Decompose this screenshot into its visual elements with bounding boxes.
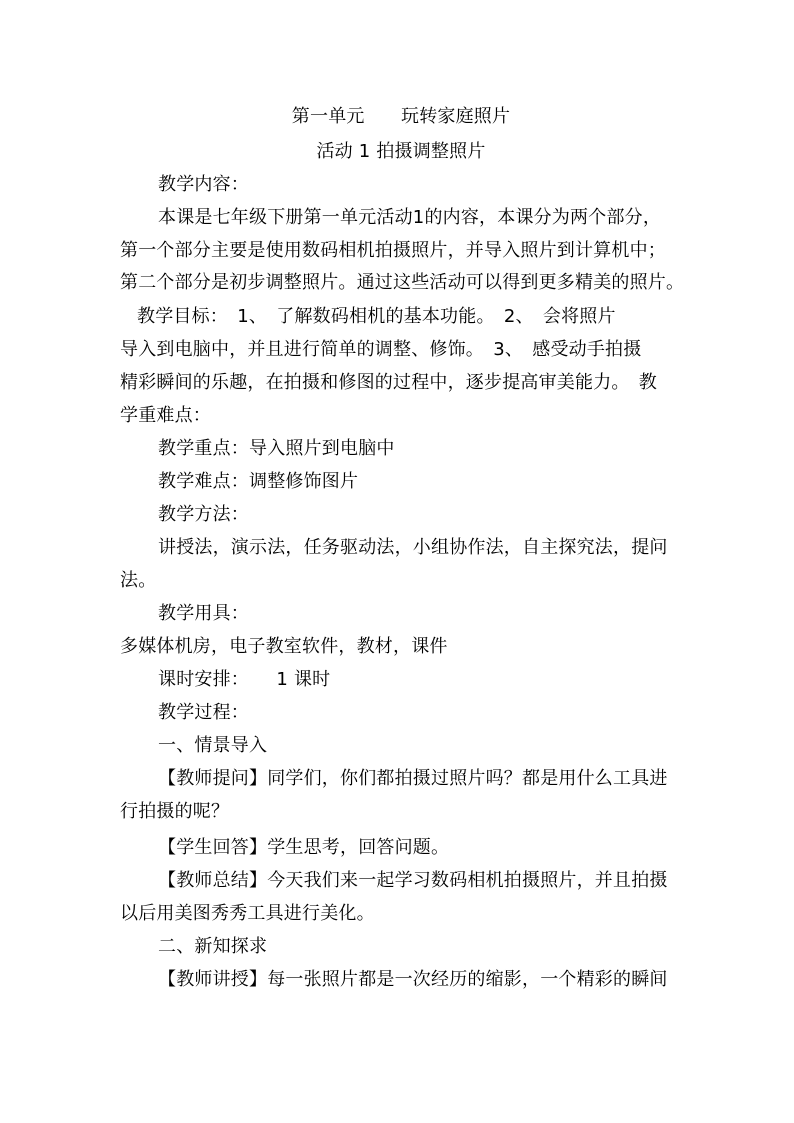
method-line: 法。 <box>120 570 157 591</box>
objectives-line: 精彩瞬间的乐趣，在拍摄和修图的过程中，逐步提高审美能力。 教 <box>120 372 657 393</box>
teacher-summary-line: 【教师总结】今天我们来一起学习数码相机拍摄照片，并且拍摄 <box>158 870 668 891</box>
paragraph-line: 本课是七年级下册第一单元活动1的内容，本课分为两个部分， <box>158 207 662 228</box>
method-line: 讲授法，演示法，任务驱动法，小组协作法，自主探究法，提问 <box>158 537 668 558</box>
paragraph-line: 第一个部分主要是使用数码相机拍摄照片，并导入照片到计算机中； <box>120 240 666 261</box>
teacher-summary-line: 以后用美图秀秀工具进行美化。 <box>120 903 375 924</box>
objectives-line: 教学目标： 1、 了解数码相机的基本功能。 2、 会将照片 <box>137 306 616 327</box>
paragraph-line: 第二个部分是初步调整照片。通过这些活动可以得到更多精美的照片。 <box>120 272 685 293</box>
tools-heading: 教学用具： <box>158 603 249 624</box>
objectives-line: 学重难点： <box>120 405 211 426</box>
teacher-lecture-line: 【教师讲授】每一张照片都是一次经历的缩影，一个精彩的瞬间 <box>158 969 668 990</box>
student-answer-line: 【学生回答】学生思考，回答问题。 <box>158 837 450 858</box>
teacher-question-line: 行拍摄的呢？ <box>120 801 230 822</box>
process-heading: 教学过程： <box>158 702 249 723</box>
section-heading-new-knowledge: 二、新知探求 <box>158 936 268 957</box>
key-point-line: 教学重点：导入照片到电脑中 <box>158 438 395 459</box>
difficulty-line: 教学难点：调整修饰图片 <box>158 471 359 492</box>
objectives-line: 导入到电脑中，并且进行简单的调整、修饰。 3、 感受动手拍摄 <box>120 339 642 360</box>
section-heading-content: 教学内容： <box>158 174 249 195</box>
schedule-line: 课时安排： 1 课时 <box>158 669 331 690</box>
section-heading-intro: 一、情景导入 <box>158 735 268 756</box>
tools-line: 多媒体机房，电子教室软件，教材，课件 <box>120 636 448 657</box>
method-heading: 教学方法： <box>158 504 249 525</box>
unit-title: 第一单元 玩转家庭照片 <box>291 106 511 127</box>
activity-title: 活动 1 拍摄调整照片 <box>316 141 486 162</box>
teacher-question-line: 【教师提问】同学们，你们都拍摄过照片吗？都是用什么工具进 <box>158 768 668 789</box>
